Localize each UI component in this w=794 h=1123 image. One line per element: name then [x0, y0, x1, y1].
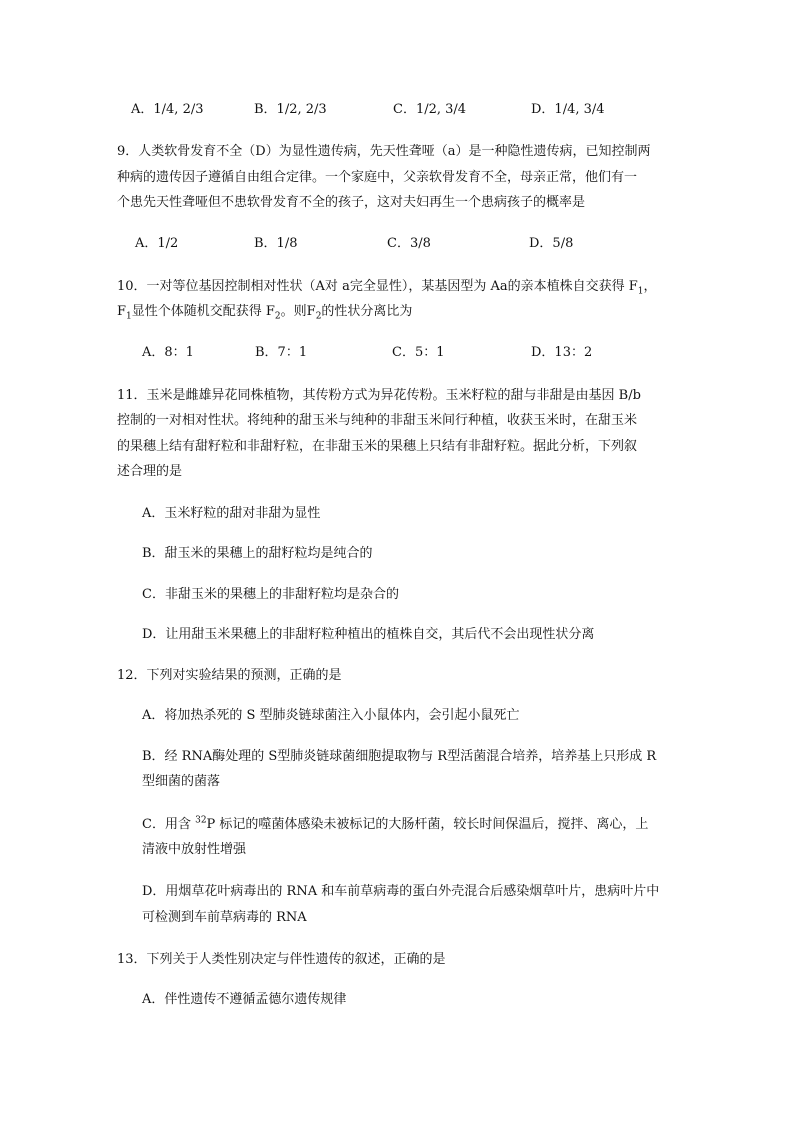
- q10-option-b[interactable]: B．7：1: [255, 345, 308, 360]
- q9-stem-line-1: 9．人类软骨发育不全（D）为显性遗传病，先天性聋哑（a）是一种隐性遗传病，已知控制两: [117, 144, 651, 159]
- q9-option-c[interactable]: C．3/8: [387, 236, 431, 251]
- q12-superscript: 32: [195, 815, 207, 826]
- q11-choice-a[interactable]: A．玉米籽粒的甜对非甜为显性: [142, 506, 321, 521]
- q12-choice-c-line-1[interactable]: [142, 815, 648, 835]
- q10-text: ，: [643, 279, 657, 294]
- q8-option-c[interactable]: C．1/2, 3/4: [393, 102, 467, 117]
- q10-text: 显性个体随机交配获得 F: [131, 304, 275, 319]
- q12-choice-c-line-2: 清液中放射性增强: [142, 842, 247, 857]
- q9-option-a[interactable]: A．1/2: [135, 236, 179, 251]
- q8-options: [0, 100, 794, 120]
- q12-choice-d-line-2: 可检测到车前草病毒的 RNA: [142, 910, 307, 925]
- q9-stem-line-2: 种病的遗传因子遵循自由组合定律。一个家庭中，父亲软骨发育不全，母亲正常，他们有一: [117, 170, 638, 185]
- q11-stem-line-4: 述合理的是: [117, 464, 183, 479]
- q10-subscript: 1: [126, 311, 132, 322]
- q8-option-b[interactable]: B．1/2, 2/3: [254, 102, 327, 117]
- q10-option-a[interactable]: A．8：1: [142, 345, 194, 360]
- q9-options: [0, 234, 794, 254]
- q13-choice-a[interactable]: A．伴性遗传不遵循孟德尔遗传规律: [142, 992, 347, 1007]
- q10-text: 10．一对等位基因控制相对性状（A对 a完全显性），某基因型为 Aa的亲本植株自交获得 F: [117, 279, 638, 294]
- q11-stem-line-2: 控制的一对相对性状。将纯种的甜玉米与纯种的非甜玉米间行种植，收获玉米时，在甜玉米: [117, 413, 638, 428]
- q10-subscript: 2: [315, 311, 322, 322]
- q11-choice-b[interactable]: B．甜玉米的果穗上的甜籽粒均是纯合的: [142, 546, 373, 561]
- q10-stem-line-1: [117, 277, 657, 297]
- q9-stem-line-3: 个患先天性聋哑但不患软骨发育不全的孩子，这对夫妇再生一个患病孩子的概率是: [117, 195, 586, 210]
- q10-option-d[interactable]: D．13：2: [531, 345, 593, 360]
- q10-option-c[interactable]: C．5：1: [392, 345, 445, 360]
- q12-choice-b-line-2: 型细菌的菌落: [142, 774, 221, 789]
- q11-choice-d[interactable]: D．让用甜玉米果穗上的非甜籽粒种植出的植株自交，其后代不会出现性状分离: [142, 627, 595, 642]
- q10-text: F: [117, 304, 127, 319]
- q11-choice-c[interactable]: C．非甜玉米的果穗上的非甜籽粒均是杂合的: [142, 587, 399, 602]
- q13-stem: 13．下列关于人类性别决定与伴性遗传的叙述，正确的是: [117, 952, 446, 967]
- q9-option-d[interactable]: D．5/8: [529, 236, 574, 251]
- q12-choice-a[interactable]: A．将加热杀死的 S 型肺炎链球菌注入小鼠体内，会引起小鼠死亡: [142, 708, 520, 723]
- q12-choice-b-line-1[interactable]: B．经 RNA酶处理的 S型肺炎链球菌细胞提取物与 R型活菌混合培养，培养基上只形成 R: [142, 749, 657, 764]
- q10-subscript: 1: [637, 286, 644, 297]
- q8-option-d[interactable]: D．1/4, 3/4: [531, 102, 605, 117]
- q10-text: 。则F: [280, 304, 316, 319]
- q10-subscript: 2: [274, 311, 281, 322]
- q10-text: 的性状分离比为: [321, 304, 413, 319]
- q12-stem: 12．下列对实验结果的预测，正确的是: [117, 668, 342, 683]
- q12-choice-c-text: P 标记的噬菌体感染未被标记的大肠杆菌，较长时间保温后，搅拌、离心，上: [206, 817, 649, 832]
- q12-choice-d-line-1[interactable]: D．用烟草花叶病毒出的 RNA 和车前草病毒的蛋白外壳混合后感染烟草叶片，患病叶片中: [142, 884, 660, 899]
- q10-stem-line-2: [117, 302, 412, 322]
- q10-options: [0, 343, 794, 363]
- q9-option-b[interactable]: B．1/8: [254, 236, 298, 251]
- q11-stem-line-3: 的果穗上结有甜籽粒和非甜籽粒，在非甜玉米的果穗上只结有非甜籽粒。据此分析，下列叙: [117, 439, 638, 454]
- q11-stem-line-1: 11．玉米是雌雄异花同株植物，其传粉方式为异花传粉。玉米籽粒的甜与非甜是由基因 B/b: [117, 388, 641, 403]
- q8-option-a[interactable]: A．1/4, 2/3: [131, 102, 204, 117]
- q12-choice-c-text: C．用含: [142, 817, 196, 832]
